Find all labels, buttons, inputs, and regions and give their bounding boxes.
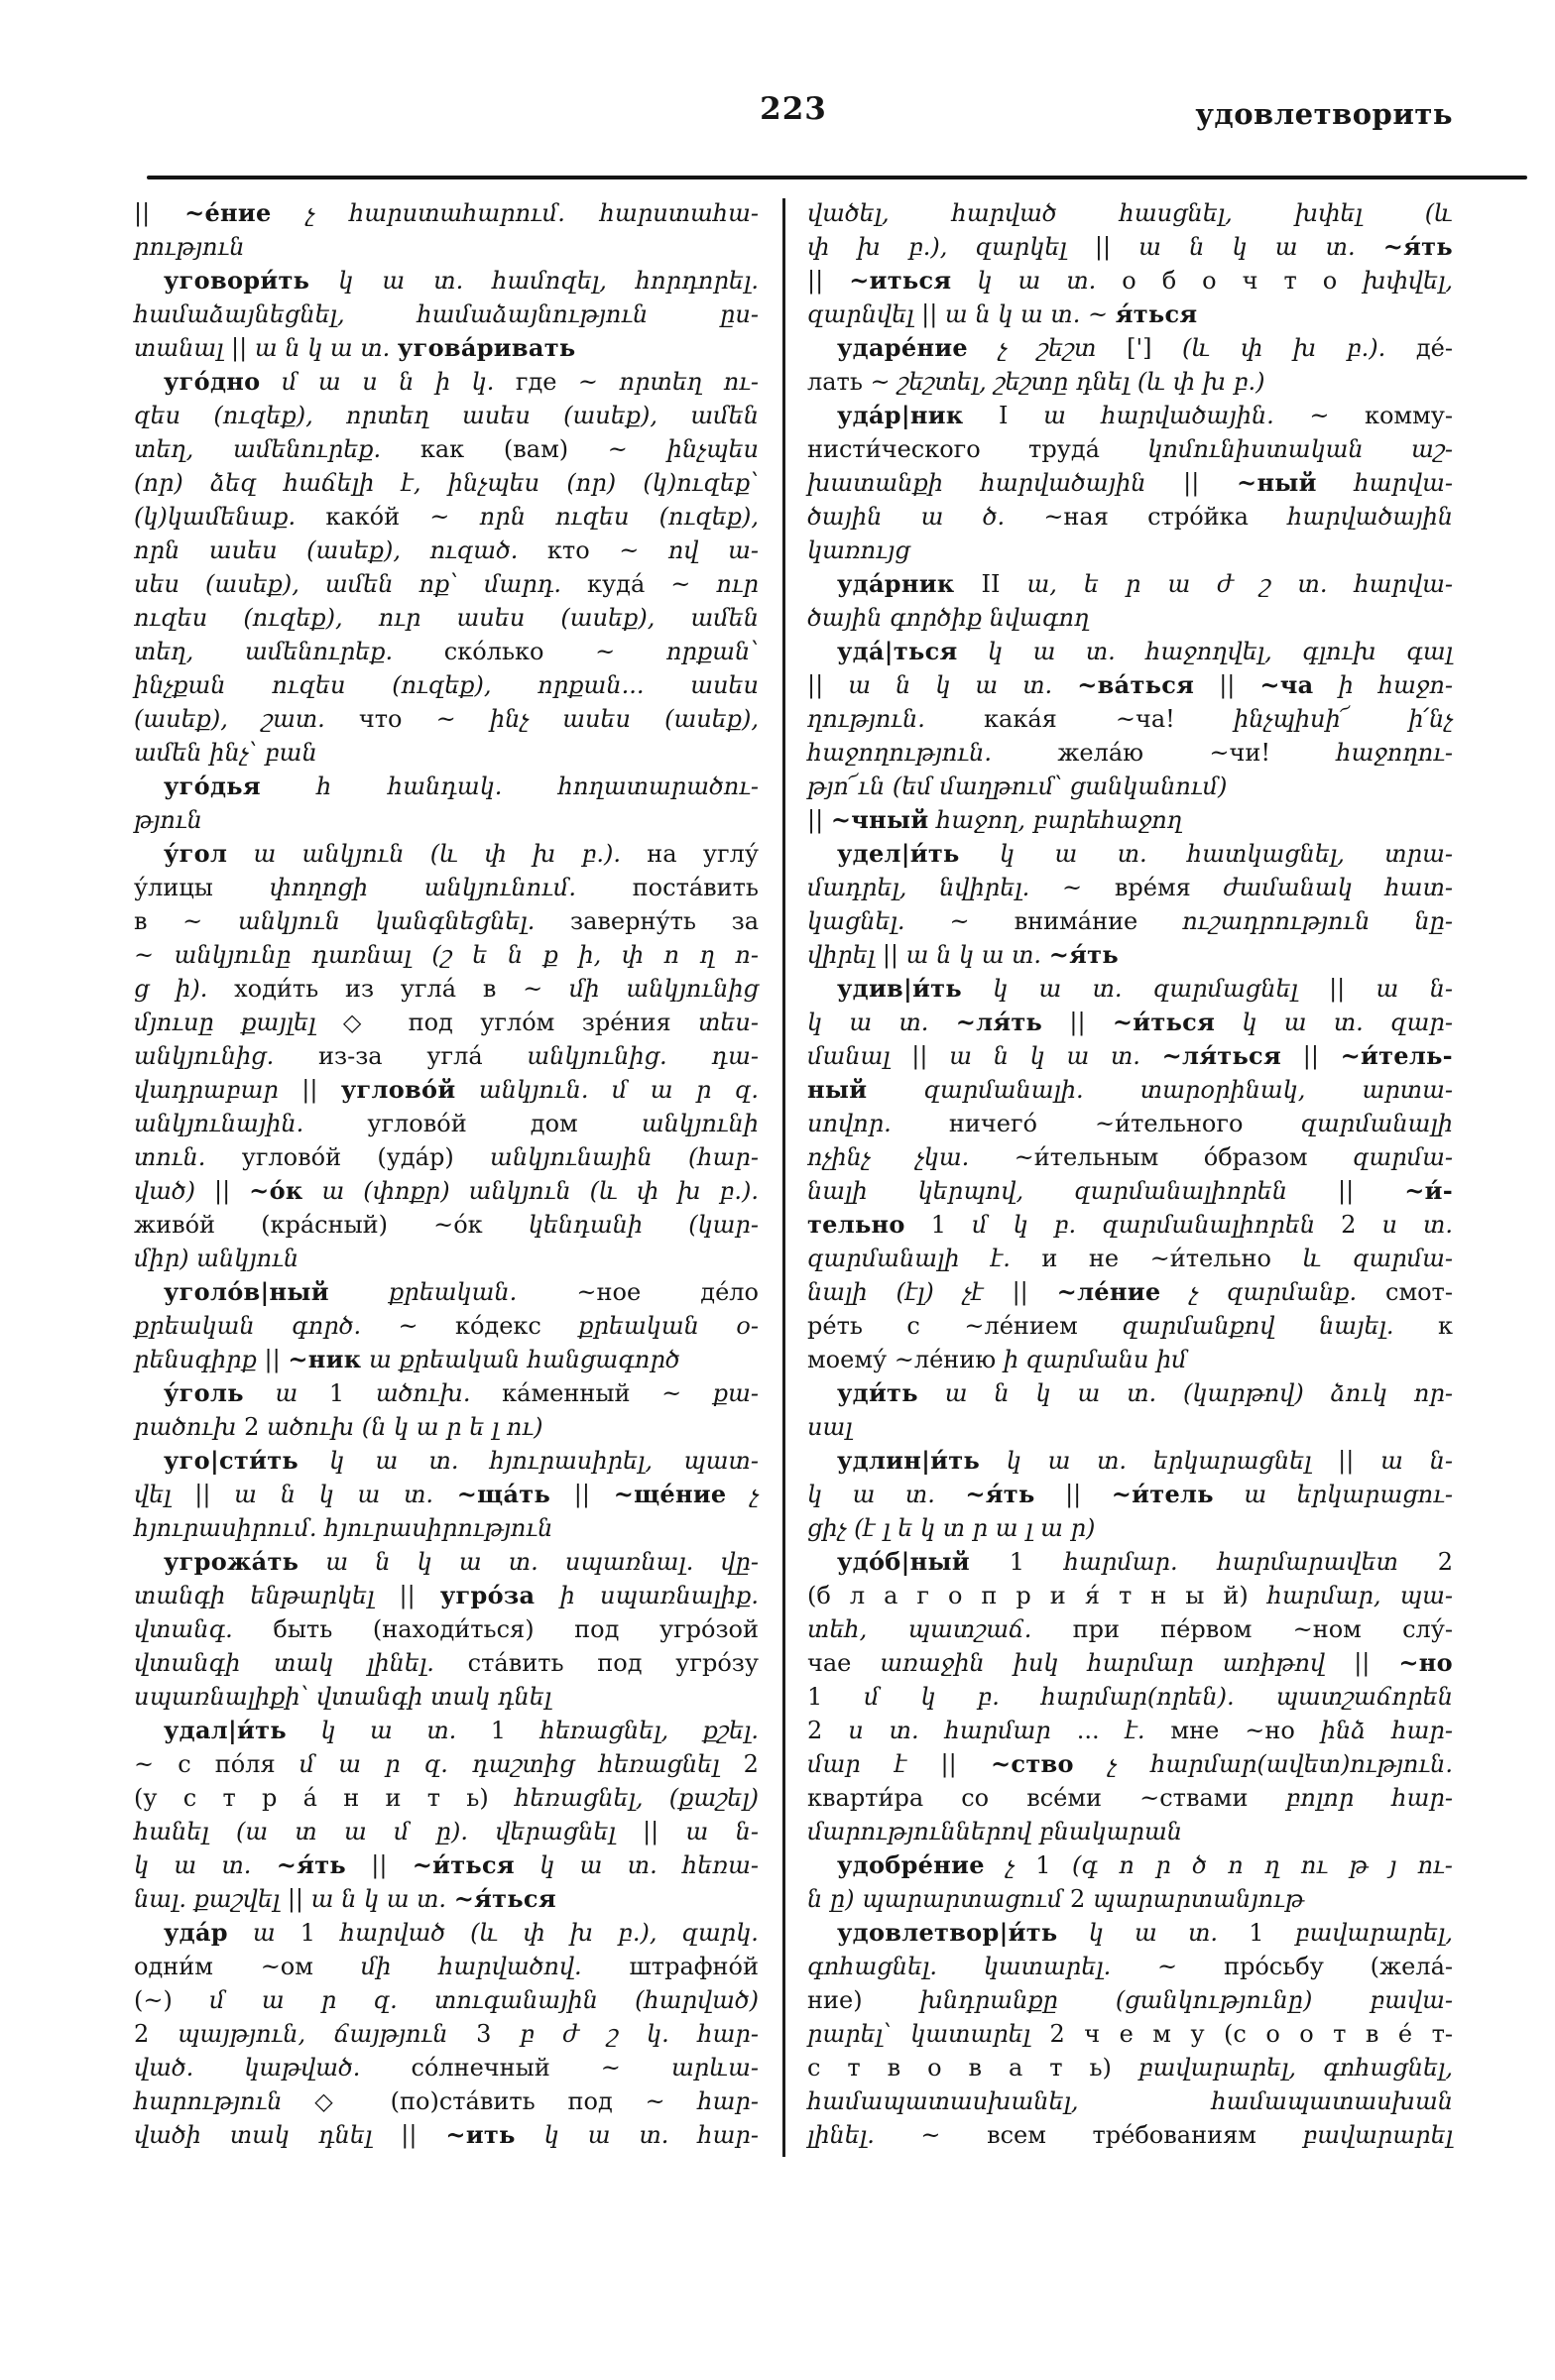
dictionary-line: удел|и́ть կ ա տ. հատկացնել, տրա-: [837, 839, 1453, 868]
dictionary-line: կ ա տ. ~я́ть || ~и́тель ա երկարացու-: [807, 1480, 1453, 1508]
dictionary-line: հարություն ◇ (по)ста́вить под ~ հար-: [134, 2087, 759, 2115]
dictionary-line: удив|и́ть կ ա տ. զարմացնել || ա ն-: [837, 974, 1453, 1003]
dictionary-line: ударе́ние չ շեշտ ['] (և փ խ բ.). де́-: [837, 333, 1453, 362]
dictionary-line: одни́м ~ом մի հարվածով. штрафно́й: [134, 1953, 759, 1980]
dictionary-line: վիրել || ա ն կ ա տ. ~я́ть: [807, 940, 1119, 969]
dictionary-line: լինել. ~ всем тре́бованиям բավարարել: [807, 2121, 1453, 2149]
dictionary-line: մադրել, նվիրել. ~ вре́мя ժամանակ հատ-: [807, 874, 1453, 901]
dictionary-line: моему́ ~ле́нию ի զարմանս իմ: [807, 1346, 1187, 1373]
dictionary-line: уда́|ться կ ա տ. հաջողվել, գլուխ գալ: [837, 637, 1453, 665]
dictionary-line: || ա ն կ ա տ. ~ва́ться || ~ча ի հաջո-: [807, 670, 1454, 699]
dictionary-line: որն ասես (ասեք), ուզած. кто ~ ով ա-: [134, 536, 759, 564]
dictionary-line: угрожа́ть ա ն կ ա տ. սպառնալ. վը-: [164, 1547, 759, 1576]
dictionary-line: սալ: [807, 1413, 853, 1441]
dictionary-line: սպառնալիքի՝ վտանգի տակ դնել: [134, 1683, 552, 1711]
dictionary-line: րածուխ 2 ածուխ (ն կ ա ր ե լ ու): [134, 1413, 543, 1441]
dictionary-line: удлин|и́ть կ ա տ. երկարացնել || ա ն-: [837, 1446, 1453, 1475]
dictionary-line: սես (ասեք), ամեն ոք՝ մարդ. куда́ ~ ուր: [134, 570, 759, 598]
dictionary-line: ամեն ինչ՝ բան: [134, 739, 317, 767]
dictionary-line: ինչքան ուզես (ուզեք), որքան... ասես: [134, 671, 759, 699]
dictionary-line: ուզես (ուզեք), ուր ասես (ասեք), ամեն: [134, 604, 759, 632]
dictionary-line: (որ) ձեզ հաճելի է, ինչպես (որ) (կ)ուզեք՝: [134, 469, 759, 497]
dictionary-line: у́лицы փողոցի անկյունում. поста́вить: [134, 874, 759, 901]
dictionary-line: հանել (ա տ ա մ ը). վերացնել || ա ն-: [134, 1818, 759, 1845]
dictionary-line: удобре́ние չ 1 (գ ո ր ծ ո ղ ու թ յ ու-: [837, 1850, 1453, 1879]
dictionary-line: ный զարմանալի. տարօրինակ, արտա-: [807, 1075, 1453, 1104]
dictionary-line: ~ անկյունը դառնալ (շ ե ն ք ի, փ ո ղ ո-: [134, 941, 759, 969]
dictionary-line: уда́рник II ա, ե ր ա ժ շ տ. հարվա-: [837, 569, 1453, 598]
dictionary-line: կացնել. ~ внима́ние ուշադրություն նը-: [807, 907, 1453, 935]
dictionary-line: (б л а г о п р и я́ т н ы й) հարմար, պա-: [807, 1582, 1453, 1609]
dictionary-line: նալի (էլ) չէ || ~ле́ние չ զարմանք. смот-: [807, 1277, 1453, 1306]
dictionary-line: մար է || ~ство չ հարմար(ավետ)ություն.: [807, 1749, 1453, 1778]
dictionary-line: с т в о в а т ь) բավարարել, գոհացնել,: [807, 2054, 1453, 2082]
dictionary-line: ~ с по́ля մ ա ր զ. դաշտից հեռացնել 2: [134, 1750, 759, 1778]
dictionary-line: живо́й (кра́сный) ~о́к կենդանի (կար-: [134, 1211, 759, 1239]
page-number: 223: [760, 91, 827, 127]
dictionary-line: в ~ անկյուն կանգնեցնել. заверну́ть за: [134, 907, 759, 935]
dictionary-line: ոչինչ չկա. ~и́тельным о́бразом զարմա-: [807, 1143, 1453, 1171]
dictionary-line: нисти́ческого труда́ կոմունիստական աշ-: [807, 435, 1453, 463]
dictionary-line: ние) խնդրանքը (ցանկությունը) բավա-: [807, 1986, 1453, 2014]
dictionary-line: || ~е́ние չ հարստահարում. հարստահա-: [134, 198, 759, 227]
dictionary-line: վտանգ. быть (находи́ться) под угро́зой: [134, 1615, 759, 1643]
dictionary-line: удал|и́ть կ ա տ. 1 հեռացնել, քշել.: [164, 1716, 759, 1744]
dictionary-line: կ ա տ. ~ля́ть || ~и́ться կ ա տ. զար-: [807, 1008, 1453, 1036]
dictionary-line: վածել, հարված հասցնել, խփել (և: [807, 199, 1453, 227]
dictionary-line: փ խ բ.), զարկել || ա ն կ ա տ. ~я́ть: [807, 232, 1453, 261]
dictionary-line: ց ի). ходи́ть из угла́ в ~ մի անկյունից: [134, 975, 759, 1003]
dictionary-line: վածի տակ դնել || ~ить կ ա տ. հար-: [134, 2120, 759, 2149]
dictionary-line: 2 ս տ. հարմար ... է. мне ~но ինձ հար-: [807, 1717, 1453, 1744]
dictionary-line: կ ա տ. ~я́ть || ~и́ться կ ա տ. հեռա-: [134, 1850, 759, 1879]
dictionary-line: տեհ, պատշաճ. при пе́рвом ~ном слу́-: [807, 1615, 1453, 1643]
dictionary-line: (у с т р а́ н и т ь) հեռացնել, (քաշել): [134, 1784, 759, 1812]
dictionary-line: у́голь ա 1 ածուխ. ка́менный ~ քա-: [164, 1378, 760, 1407]
dictionary-line: ված. կաթված. со́лнечный ~ արևա-: [134, 2054, 759, 2082]
dictionary-line: ղություն. кака́я ~ча! ինչպիսի՜ ի՛նչ: [807, 705, 1453, 733]
dictionary-line: տեղ, ամենուրեք. ско́лько ~ որքան՝: [134, 638, 759, 665]
dictionary-line: уго|сти́ть կ ա տ. հյուրասիրել, պատ-: [164, 1446, 759, 1475]
dictionary-line: զարմանալի է. и не ~и́тельно և զարմա-: [807, 1245, 1453, 1272]
column-divider: [782, 198, 785, 2157]
dictionary-line: թյուն: [134, 806, 202, 834]
dictionary-line: մանալ || ա ն կ ա տ. ~ля́ться || ~и́тель-: [807, 1041, 1453, 1070]
dictionary-line: կառույց: [807, 536, 910, 564]
dictionary-line: тельно 1 մ կ բ. զարմանալիորեն 2 ս տ.: [807, 1210, 1453, 1239]
dictionary-line: համաձայնեցնել, համաձայնություն ըս-: [134, 300, 759, 328]
dictionary-line: տանգի ենթարկել || угро́за ի սպառնալիք.: [134, 1581, 759, 1609]
dictionary-line: զարնվել || ա ն կ ա տ. ~ я́ться: [807, 299, 1198, 328]
dictionary-line: հյուրասիրում. հյուրասիրություն: [134, 1514, 553, 1542]
dictionary-line: ре́ть с ~ле́нием զարմանքով նայել. к: [807, 1312, 1453, 1340]
dictionary-line: (~) մ ա ր զ. տուգանային (հարված): [134, 1986, 760, 2014]
dictionary-line: ն ը) պարարտացում 2 պարարտանյութ: [807, 1885, 1304, 1913]
dictionary-line: նալի կերպով, զարմանալիորեն || ~и́-: [807, 1176, 1453, 1205]
dictionary-line: (ասեք), շատ. что ~ ինչ ասես (ասեք),: [134, 705, 759, 733]
guide-word: удовлетворить: [1195, 97, 1453, 131]
dictionary-line: թյո՜ւն (եմ մաղթում՝ ցանկանում): [807, 773, 1228, 800]
dictionary-line: ծային ա ծ. ~ная стро́йка հարվածային: [807, 503, 1453, 531]
dictionary-line: чае առաջին իսկ հարմար առիթով || ~но: [807, 1648, 1453, 1677]
header-rule: [147, 176, 1527, 179]
dictionary-line: ծային գործիք նվագող: [807, 604, 1090, 632]
dictionary-line: уголо́в|ный քրեական. ~ное де́ло: [164, 1277, 759, 1306]
dictionary-line: уговори́ть կ ա տ. համոզել, հորդորել.: [164, 266, 759, 295]
dictionary-line: մարություններով բնակարան: [807, 1818, 1182, 1845]
dictionary-line: удовлетвор|и́ть կ ա տ. 1 բավարարել,: [837, 1918, 1453, 1947]
dictionary-line: մյուսը քայլել ◇ под угло́м зре́ния տես-: [134, 1009, 759, 1036]
dictionary-line: սովոր. ничего́ ~и́тельного զարմանալի: [807, 1110, 1453, 1137]
dictionary-line: վտանգի տակ լինել. ста́вить под угро́зу: [134, 1649, 759, 1677]
dictionary-line: уда́р ա 1 հարված (և փ խ բ.), զարկ.: [164, 1918, 759, 1947]
dictionary-line: րենսգիրք || ~ник ա քրեական հանցագործ: [134, 1345, 680, 1373]
dictionary-line: уго́дья հ հանդակ. հողատարածու-: [164, 772, 759, 800]
dictionary-line: զես (ուզեք), որտեղ ասես (ասեք), ամեն: [134, 402, 759, 429]
dictionary-line: տեղ, ամենուրեք. как (вам) ~ ինչպես: [134, 435, 759, 463]
dictionary-line: վել || ա ն կ ա տ. ~ща́ть || ~ще́ние չ: [134, 1480, 760, 1508]
dictionary-line: խատանքի հարվածային || ~ный հարվա-: [807, 468, 1453, 497]
right-column: [807, 196, 1453, 2152]
dictionary-line: րարել՝ կատարել 2 ч е м у (с о о т в е́ т-: [807, 2020, 1453, 2048]
dictionary-line: 2 պայթյուն, ճայթյուն 3 բ ժ շ կ. հար-: [134, 2020, 759, 2048]
dictionary-line: քրեական գործ. ~ ко́декс քրեական օ-: [134, 1312, 759, 1340]
dictionary-line: համապատասխանել, համապատասխան: [807, 2087, 1453, 2115]
dictionary-line: кварти́ра со все́ми ~ствами բոլոր հար-: [807, 1784, 1453, 1812]
dictionary-line: лать ~ շեշտել, շեշտը դնել (և փ խ բ.): [807, 368, 1265, 396]
dictionary-line: վադրաբար || углово́й անկյուն. մ ա ր զ.: [134, 1075, 759, 1104]
dictionary-line: նալ. քաշվել || ա ն կ ա տ. ~я́ться: [134, 1884, 556, 1913]
dictionary-line: հաջողություն. жела́ю ~чи! հաջողու-: [807, 739, 1453, 767]
dictionary-line: уди́ть ա ն կ ա տ. (կարթով) ձուկ որ-: [837, 1378, 1454, 1407]
dictionary-line: րություն: [134, 233, 245, 261]
dictionary-line: տուն. углово́й (уда́р) անկյունային (հար-: [134, 1143, 759, 1171]
dictionary-line: || ~иться կ ա տ. о б о ч т о խփվել,: [807, 266, 1454, 295]
dictionary-line: 1 մ կ բ. հարմար(որեն). պատշաճորեն: [807, 1683, 1453, 1711]
dictionary-line: ցիչ (է լ ե կ տ ր ա լ ա ր): [807, 1514, 1096, 1542]
dictionary-line: անկյունային. углово́й дом անկյունի: [134, 1110, 759, 1137]
dictionary-line: ված) || ~о́к ա (փոքր) անկյուն (և փ խ բ.).: [134, 1176, 759, 1205]
left-column: [134, 196, 759, 2152]
dictionary-line: уго́дно մ ա ս ն ի կ. где ~ որտեղ ու-: [164, 367, 759, 396]
dictionary-line: գոհացնել. կատարել. ~ про́сьбу (жела́-: [807, 1953, 1453, 1980]
dictionary-line: у́гол ա անկյուն (և փ խ բ.). на углу́: [164, 839, 759, 868]
dictionary-line: (կ)կամենաք. како́й ~ որն ուզես (ուզեք),: [134, 503, 760, 531]
dictionary-line: удо́б|ный 1 հարմար. հարմարավետ 2: [837, 1547, 1453, 1576]
dictionary-line: || ~чный հաջող, բարեհաջող: [807, 805, 1183, 834]
dictionary-line: уда́р|ник I ա հարվածային. ~ комму-: [837, 401, 1453, 429]
dictionary-line: միր) անկյուն: [134, 1245, 299, 1272]
dictionary-line: անկյունից. из-за угла́ անկյունից. դա-: [134, 1042, 759, 1070]
dictionary-line: տանալ || ա ն կ ա տ. угова́ривать: [134, 333, 576, 362]
